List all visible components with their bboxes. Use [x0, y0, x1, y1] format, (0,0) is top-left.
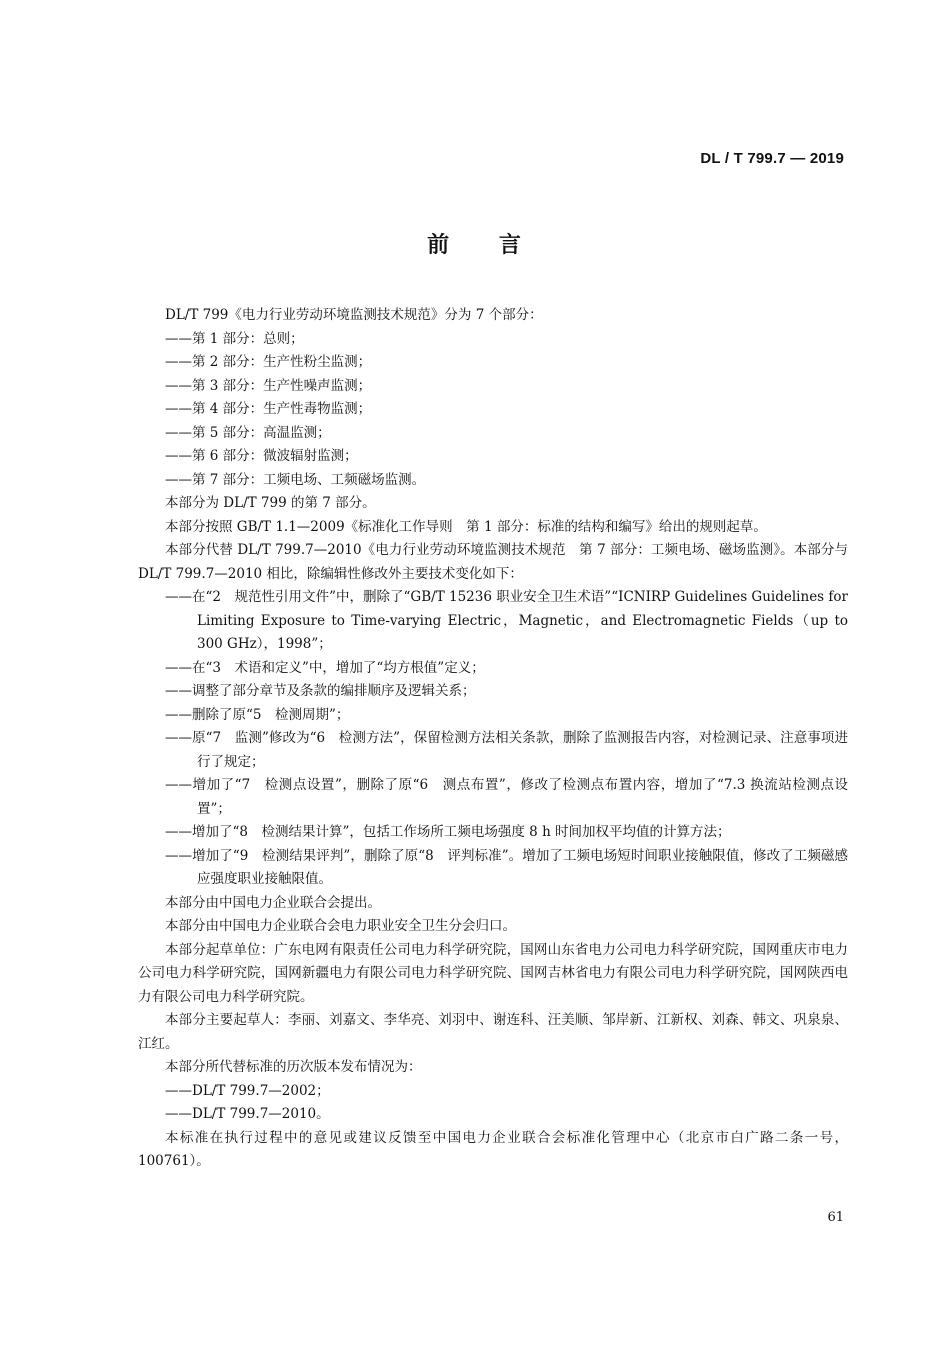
change-item: ——增加了“8 检测结果计算”，包括工作场所工频电场强度 8 h 时间加权平均值的计算方法； [165, 824, 731, 840]
drafting-rule-paragraph: 本部分按照 GB/T 1.1—2009《标准化工作导则 第 1 部分：标准的结构和编写》给出的规则起草。 [165, 518, 767, 535]
managed-by-paragraph: 本部分由中国电力企业联合会电力职业安全卫生分会归口。 [165, 918, 516, 934]
list-item: ——第 4 部分：生产性毒物监测； [165, 401, 372, 417]
history-intro-paragraph: 本部分所代替标准的历次版本发布情况为： [165, 1059, 422, 1075]
foreword-body [138, 304, 848, 1174]
list-item: ——第 1 部分：总则； [165, 330, 304, 347]
replaces-paragraph: 本部分代替 DL/T 799.7—2010《电力行业劳动环境监测技术规范 第 7 部分：工频电场、磁场监测》。本部分与 DL/T 799.7—2010 相比，除编辑性修改外主要技术变化如下： [138, 542, 848, 582]
change-item: ——调整了部分章节及条款的编排顺序及逻辑关系； [165, 683, 476, 699]
drafting-units-paragraph: 本部分起草单位：广东电网有限责任公司电力科学研究院，国网山东省电力公司电力科学研究院，国网重庆市电力公司电力科学研究院，国网新疆电力有限公司电力科学研究院、国网吉林省电力有限公司电力科学研究院，国网陕西电力有限公司电力科学研究院。 [138, 941, 848, 1005]
feedback-paragraph: 本标准在执行过程中的意见或建议反馈至中国电力企业联合会标准化管理中心（北京市白广路二条一号，100761）。 [138, 1129, 848, 1169]
list-item: ——第 5 部分：高温监测； [165, 424, 331, 441]
proposed-by-paragraph: 本部分由中国电力企业联合会提出。 [165, 894, 381, 911]
list-item: ——第 6 部分：微波辐射监测； [165, 448, 358, 464]
change-item: ——在“2 规范性引用文件”中，删除了“GB/T 15236 职业安全卫生术语”“ICNIRP Guidelines Guidelines for Limiting Exposure to Time-varying Electric，Magnetic，and Electromagnetic Fields（up to 300 GHz），1998”； [165, 589, 848, 652]
change-item: ——增加了“9 检测结果评判”，删除了原“8 评判标准”。增加了工频电场短时间职业接触限值，修改了工频磁感应强度职业接触限值。 [165, 847, 848, 887]
change-item: ——原“7 监测”修改为“6 检测方法”，保留检测方法相关条款，删除了监测报告内容，对检测记录、注意事项进行了规定； [165, 730, 848, 770]
standard-number: DL / T 799.7 — 2019 [700, 150, 844, 167]
list-item: ——第 2 部分：生产性粉尘监测； [165, 354, 372, 370]
history-item: ——DL/T 799.7—2010。 [165, 1106, 330, 1122]
page-title: 前 言 [427, 233, 523, 258]
this-part-paragraph: 本部分为 DL/T 799 的第 7 部分。 [165, 495, 376, 511]
list-item: ——第 7 部分：工频电场、工频磁场监测。 [165, 471, 426, 488]
page-number: 61 [827, 1210, 844, 1225]
intro-paragraph: DL/T 799《电力行业劳动环境监测技术规范》分为 7 个部分： [165, 307, 543, 323]
change-item: ——在“3 术语和定义”中，增加了“均方根值”定义； [165, 659, 485, 676]
drafters-paragraph: 本部分主要起草人：李丽、刘嘉文、李华亮、刘羽中、谢连科、汪美顺、邹岸新、江新权、刘森、韩文、巩泉泉、江红。 [138, 1012, 848, 1052]
change-item: ——删除了原“5 检测周期”； [165, 706, 350, 723]
change-item: ——增加了“7 检测点设置”，删除了原“6 测点布置”，修改了检测点布置内容，增加了“7.3 换流站检测点设置”； [165, 777, 848, 817]
history-item: ——DL/T 799.7—2002； [165, 1082, 330, 1099]
list-item: ——第 3 部分：生产性噪声监测； [165, 377, 372, 394]
